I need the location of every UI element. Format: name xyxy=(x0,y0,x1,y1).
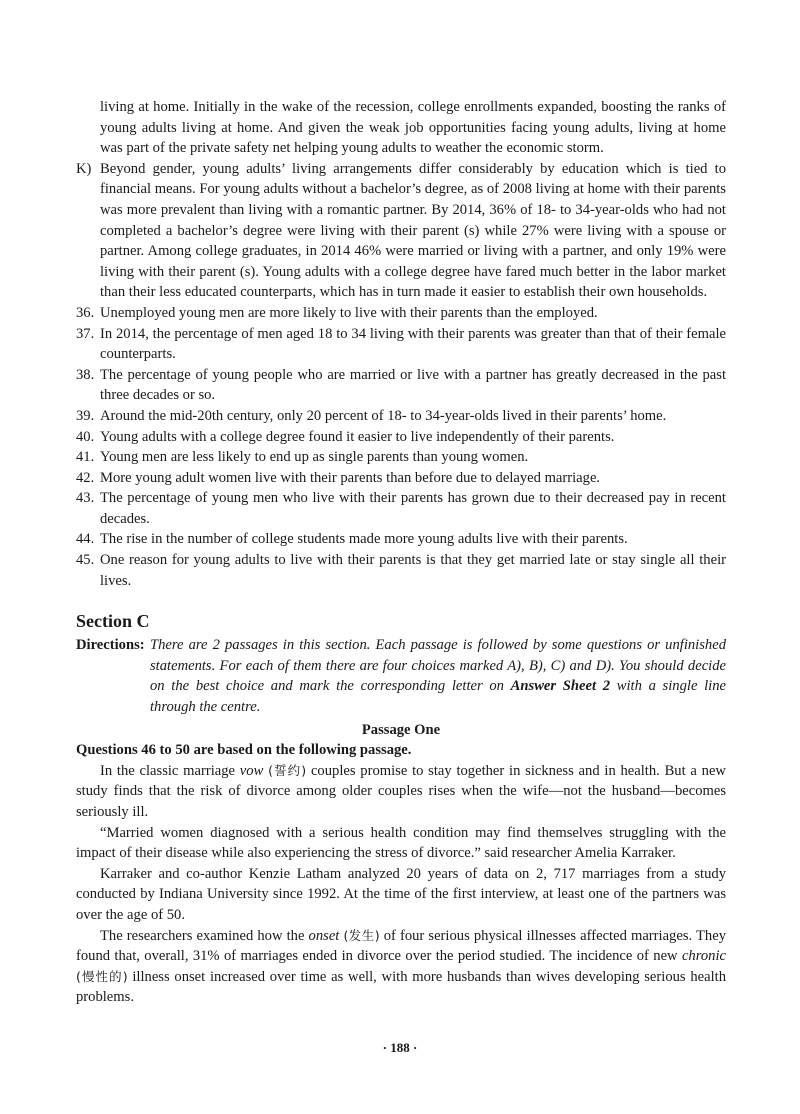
glossed-word: onset xyxy=(308,927,340,944)
question-item xyxy=(76,447,726,468)
question-text: Young men are less likely to end up as single parents than young women. xyxy=(100,449,529,466)
page-number: · 188 · xyxy=(382,1040,418,1055)
passage-paragraph-1 xyxy=(76,761,726,823)
question-item xyxy=(76,324,726,365)
question-item xyxy=(76,488,726,529)
passage-paragraph-4 xyxy=(76,926,726,1008)
question-text: Young adults with a college degree found it easier to live independently of their parents. xyxy=(100,428,615,445)
directions-label: Directions: xyxy=(76,637,145,654)
passage-paragraph-3: Karraker and co-author Kenzie Latham analyzed 20 years of data on 2, 717 marriages from a study conducted by Indiana University since 1992. At the time of the first interview, at least one of the partners was over the age of 50. xyxy=(76,865,726,923)
directions-text-part2: with a single line through the centre. xyxy=(150,678,726,716)
section-c-title: Section C xyxy=(76,611,150,632)
question-list xyxy=(76,303,726,591)
question-number: 45. xyxy=(76,552,95,569)
glossed-word: vow xyxy=(239,762,264,779)
paragraph-label: K) xyxy=(76,160,92,177)
passage-one-question-heading: Questions 46 to 50 are based on the following passage. xyxy=(76,742,412,759)
chinese-gloss: (慢性的) xyxy=(76,968,128,984)
question-item xyxy=(76,427,726,448)
paragraph-k xyxy=(76,159,726,303)
question-number: 36. xyxy=(76,304,95,321)
directions-text-part1: There are 2 passages in this section. Each passage is followed by some questions or unfinished statements. For each of them there are four choices marked A), B), C) and D). You should decide on the best choice and mark the corresponding letter on xyxy=(150,637,726,695)
question-number: 41. xyxy=(76,449,95,466)
question-text: In 2014, the percentage of men aged 18 to 34 living with their parents was greater than that of their female counterparts. xyxy=(100,325,726,363)
text-run: The researchers examined how the xyxy=(100,927,309,944)
text-run: illness onset increased over time as well, with more husbands than wives developing serious health problems. xyxy=(76,968,726,1006)
question-item xyxy=(76,406,726,427)
question-item xyxy=(76,529,726,550)
question-number: 37. xyxy=(76,325,95,342)
section-c-directions xyxy=(76,635,726,717)
question-text: The percentage of young people who are married or live with a partner has greatly decreased in the past three decades or so. xyxy=(100,366,726,404)
text-run: couples promise to stay together in sickness and in health. But a new study finds that the risk of divorce among older couples rises when the wife—not the husband—becomes seriously ill. xyxy=(76,762,726,820)
chinese-gloss: (誓约) xyxy=(268,762,307,778)
question-text: The rise in the number of college students made more young adults live with their parents. xyxy=(100,531,628,548)
question-item xyxy=(76,468,726,489)
question-number: 38. xyxy=(76,366,95,383)
answer-sheet-ref: Answer Sheet 2 xyxy=(510,678,611,695)
glossed-word: chronic xyxy=(681,948,726,965)
question-number: 40. xyxy=(76,428,95,445)
text-run: In the classic marriage xyxy=(100,762,240,779)
document-page xyxy=(76,97,726,1008)
question-text: One reason for young adults to live with their parents is that they get married late or stay single all their lives. xyxy=(100,552,726,589)
chinese-gloss: (发生) xyxy=(343,927,380,943)
question-text: Unemployed young men are more likely to live with their parents than the employed. xyxy=(100,304,598,321)
text-run: of four serious physical illnesses affected marriages. They found that, overall, 31% of marriages ended in divorce over the period studied. The incidence of new xyxy=(76,927,726,965)
question-number: 42. xyxy=(76,469,95,486)
question-number: 44. xyxy=(76,531,95,548)
question-item xyxy=(76,365,726,406)
question-number: 39. xyxy=(76,407,95,424)
paragraph-j-continued: living at home. Initially in the wake of the recession, college enrollments expanded, boosting the ranks of young adults living at home. And given the weak job opportunities facing young adults, living at home was part of the private safety net helping young adults to weather the economic storm. xyxy=(100,99,726,157)
question-text: The percentage of young men who live with their parents has grown due to their decreased pay in recent decades. xyxy=(100,490,726,527)
question-number: 43. xyxy=(76,490,95,507)
question-text: Around the mid-20th century, only 20 percent of 18- to 34-year-olds lived in their parents’ home. xyxy=(100,407,667,424)
passage-one-title: Passage One xyxy=(361,721,441,738)
question-item xyxy=(76,303,726,324)
question-text: More young adult women live with their parents than before due to delayed marriage. xyxy=(100,469,601,486)
question-item xyxy=(76,550,726,591)
directions-text xyxy=(150,635,726,717)
paragraph-text: Beyond gender, young adults’ living arrangements differ considerably by education which is tied to financial means. For young adults without a bachelor’s degree, as of 2008 living at home with their parents was more prevalent than living with a romantic partner. By 2014, 36% of 18- to 34-year-olds who had not completed a bachelor’s degree were living with their parent (s) while 27% were living with a spouse or partner. Among college graduates, in 2014 46% were married or living with a partner, and only 19% were living with their parent (s). Young adults with a college degree have fared much better in the labor market than their less educated counterparts, which has in turn made it easier to establish their own households. xyxy=(100,160,726,301)
passage-paragraph-2: “Married women diagnosed with a serious health condition may find themselves struggling with the impact of their disease while also experiencing the stress of divorce.” said researcher Amelia Karraker. xyxy=(76,824,726,862)
